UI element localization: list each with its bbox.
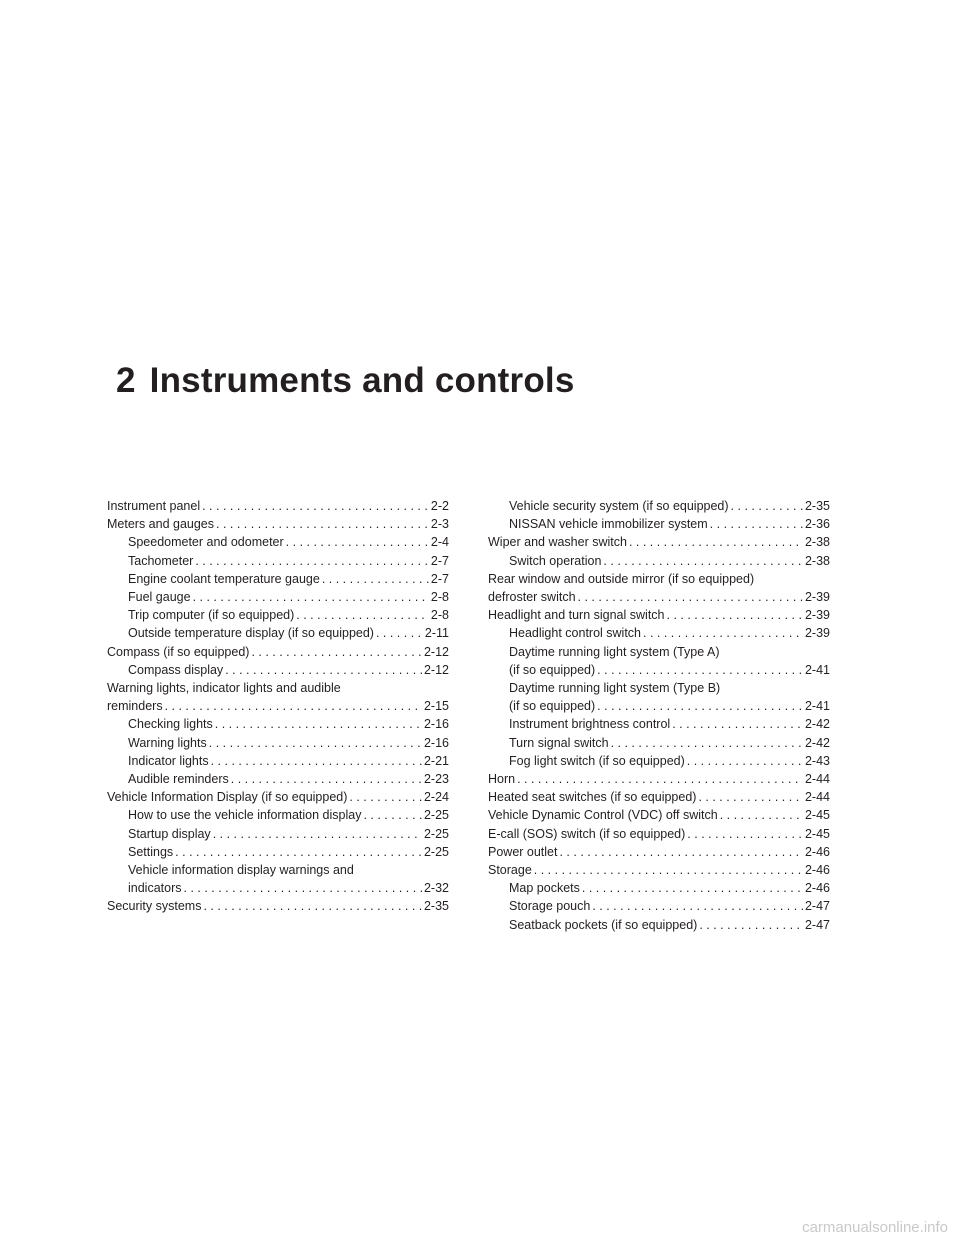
toc-entry-page: 2-25 [423,808,449,823]
dot-leader [322,570,429,588]
dot-leader [225,661,422,679]
toc-entry-page: 2-12 [423,644,449,659]
dot-leader [296,606,429,624]
toc-entry-page: 2-11 [424,626,449,641]
toc-entry-label: Compass display [128,662,224,677]
toc-entry[interactable] [107,697,449,715]
toc-entry-label: (if so equipped) [509,662,596,677]
dot-leader [202,497,429,515]
toc-entry-page: 2-35 [804,499,830,513]
toc-entry-label: Storage pouch [509,899,591,914]
dot-leader [349,788,422,806]
toc-entry[interactable] [107,588,449,606]
toc-entry-heading: Daytime running light system (Type B) [509,681,721,696]
toc-entry-label: Warning lights [128,735,207,750]
dot-leader [211,752,422,770]
toc-entry-page: 2-43 [804,753,830,768]
dot-leader [710,515,803,533]
toc-entry-label: Vehicle Information Display (if so equipped) [107,790,348,805]
toc-entry-page: 2-46 [804,881,830,896]
dot-leader [699,916,803,934]
toc-entry-page: 2-41 [804,699,830,714]
toc-entry[interactable] [488,897,830,915]
toc-entry[interactable] [107,715,449,733]
toc-entry-page: 2-42 [804,717,830,732]
toc-entry-page: 2-16 [423,735,449,750]
toc-entry-label: Checking lights [128,717,213,732]
toc-entry[interactable] [107,624,449,642]
toc-entry[interactable] [107,879,449,897]
toc-entry-label: Settings [128,844,174,859]
dot-leader [376,624,423,642]
toc-entry-label: Outside temperature display (if so equipped) [128,626,374,641]
toc-entry[interactable] [107,661,449,679]
toc-entry-label: Engine coolant temperature gauge [128,571,320,586]
toc-right-column [488,497,830,934]
toc-entry[interactable] [107,515,449,533]
dot-leader [286,533,429,551]
toc-entry-page: 2-41 [804,662,830,677]
toc-entry[interactable] [488,806,830,824]
dot-leader [213,825,422,843]
toc-entry-label: Storage [488,863,532,878]
toc-entry-page: 2-47 [804,899,830,914]
toc-entry[interactable] [488,606,830,624]
toc-entry-label: Startup display [128,826,211,841]
toc-entry-page: 2-46 [804,863,830,878]
toc-entry-page: 2-32 [423,881,449,896]
toc-entry-page: 2-3 [430,517,449,532]
toc-entry-page: 2-36 [804,517,830,532]
dot-leader [165,697,422,715]
dot-leader [643,624,803,642]
toc-entry-page: 2-38 [804,553,830,568]
dot-leader [720,806,803,824]
toc-entry-label: Switch operation [509,553,602,568]
dot-leader [687,752,803,770]
toc-entry[interactable] [107,570,449,588]
toc-entry-page: 2-25 [423,826,449,841]
toc-entry-label: Vehicle Dynamic Control (VDC) off switch [488,808,718,823]
dot-leader [184,879,422,897]
dot-leader [559,843,802,861]
dot-leader [592,897,803,915]
toc-entry[interactable] [488,879,830,897]
dot-leader [597,661,803,679]
toc-entry-page: 2-8 [430,608,449,623]
toc-entry-page: 2-25 [423,844,449,859]
toc-entry-label: Horn [488,772,516,787]
dot-leader [667,606,803,624]
toc-entry-page: 2-42 [804,735,830,750]
toc-entry-page: 2-44 [804,772,830,787]
toc-entry[interactable] [107,533,449,551]
dot-leader [231,770,422,788]
toc-entry-page: 2-24 [423,790,449,805]
toc-entry[interactable] [488,861,830,879]
toc-left-column [107,497,449,916]
dot-leader [534,861,803,879]
toc-entry[interactable] [107,770,449,788]
toc-entry-label: Meters and gauges [107,517,215,532]
toc-entry-label: (if so equipped) [509,699,596,714]
toc-entry[interactable] [488,916,830,934]
toc-entry-label: E-call (SOS) switch (if so equipped) [488,826,686,841]
toc-entry[interactable] [488,825,830,843]
toc-entry-page: 2-47 [804,917,830,932]
toc-entry-page: 2-4 [430,535,449,550]
dot-leader [597,697,803,715]
toc-entry-label: reminders [107,699,163,714]
dot-leader [216,515,429,533]
toc-entry[interactable] [107,734,449,752]
toc-entry-page: 2-21 [423,753,449,768]
toc-entry-page: 2-44 [804,790,830,805]
toc-entry[interactable] [488,624,830,642]
toc-entry-page: 2-8 [430,590,449,605]
toc-entry-label: Instrument panel [107,499,201,513]
dot-leader [687,825,803,843]
toc-entry-label: Indicator lights [128,753,209,768]
toc-entry-label: Tachometer [128,553,194,568]
toc-entry-heading: Warning lights, indicator lights and audible [107,681,341,696]
toc-entry-page: 2-23 [423,772,449,787]
dot-leader [731,497,803,515]
toc-entry-page: 2-7 [430,553,449,568]
toc-entry[interactable] [107,497,449,515]
dot-leader [517,770,803,788]
toc-entry-page: 2-39 [804,608,830,623]
toc-entry-heading: Rear window and outside mirror (if so equipped) [488,571,755,586]
dot-leader [203,897,422,915]
dot-leader [582,879,803,897]
toc-entry-label: Turn signal switch [509,735,609,750]
toc-entry-page: 2-7 [430,571,449,586]
dot-leader [603,552,803,570]
toc-entry[interactable] [488,552,830,570]
toc-entry-label: Headlight control switch [509,626,642,641]
toc-entry-page: 2-45 [804,808,830,823]
toc-entry-page: 2-39 [804,590,830,605]
toc-entry-page: 2-38 [804,535,830,550]
toc-entry-label: Speedometer and odometer [128,535,284,550]
toc-entry-label: Vehicle security system (if so equipped) [509,499,729,513]
toc-entry-label: Heated seat switches (if so equipped) [488,790,697,805]
toc-entry-label: Headlight and turn signal switch [488,608,665,623]
toc-entry-label: NISSAN vehicle immobilizer system [509,517,708,532]
toc-entry[interactable] [488,715,830,733]
dot-leader [195,552,429,570]
toc-entry-label: Instrument brightness control [509,717,671,732]
toc-entry-label: How to use the vehicle information display [128,808,362,823]
toc-entry[interactable] [107,643,449,661]
toc-entry[interactable] [488,515,830,533]
dot-leader [363,806,422,824]
toc-entry[interactable] [107,788,449,806]
toc-entry-page: 2-35 [423,899,449,914]
watermark: carmanualsonline.info [802,1219,948,1236]
chapter-title-text: Instruments and controls [149,361,575,400]
toc-entry-label: Wiper and washer switch [488,535,627,550]
chapter-title [116,361,575,401]
toc-entry-label: Seatback pockets (if so equipped) [509,917,698,932]
toc-entry[interactable] [488,752,830,770]
toc-entry[interactable] [107,552,449,570]
dot-leader [672,715,803,733]
toc-entry[interactable] [107,843,449,861]
toc-entry-label: Audible reminders [128,772,229,787]
toc-entry-label: defroster switch [488,590,576,605]
dot-leader [698,788,803,806]
toc-entry[interactable] [488,770,830,788]
toc-entry-heading: Vehicle information display warnings and [128,863,354,878]
toc-entry-label: Fuel gauge [128,590,191,605]
dot-leader [209,734,422,752]
dot-leader [193,588,429,606]
toc-entry[interactable] [488,588,830,606]
toc-entry-label: Map pockets [509,881,580,896]
toc-entry-label: Compass (if so equipped) [107,644,250,659]
toc-entry-page: 2-12 [423,662,449,677]
toc-entry-label: Power outlet [488,844,558,859]
toc-entry[interactable] [488,497,830,515]
toc-entry-page: 2-39 [804,626,830,641]
dot-leader [215,715,422,733]
toc-entry[interactable] [107,752,449,770]
toc-entry[interactable] [107,825,449,843]
toc-entry[interactable] [488,843,830,861]
toc-entry[interactable] [107,897,449,915]
toc-entry[interactable] [488,788,830,806]
toc-entry-page: 2-2 [430,499,449,513]
chapter-number: 2 [116,361,136,400]
toc-entry-heading: Daytime running light system (Type A) [509,644,720,659]
toc-entry-label: Trip computer (if so equipped) [128,608,295,623]
toc-entry[interactable] [488,661,830,679]
toc-entry-page: 2-15 [423,699,449,714]
toc-entry-page: 2-45 [804,826,830,841]
toc-entry-label: Fog light switch (if so equipped) [509,753,685,768]
toc-entry-label: indicators [128,881,182,896]
toc-entry-page: 2-46 [804,844,830,859]
dot-leader [578,588,803,606]
toc-entry[interactable] [107,806,449,824]
dot-leader [611,734,803,752]
toc-entry[interactable] [488,533,830,551]
toc-entry[interactable] [488,734,830,752]
dot-leader [629,533,803,551]
toc-entry[interactable] [107,606,449,624]
dot-leader [175,843,422,861]
toc-entry-page: 2-16 [423,717,449,732]
dot-leader [251,643,422,661]
toc-entry[interactable] [488,697,830,715]
toc-entry-label: Security systems [107,899,202,914]
